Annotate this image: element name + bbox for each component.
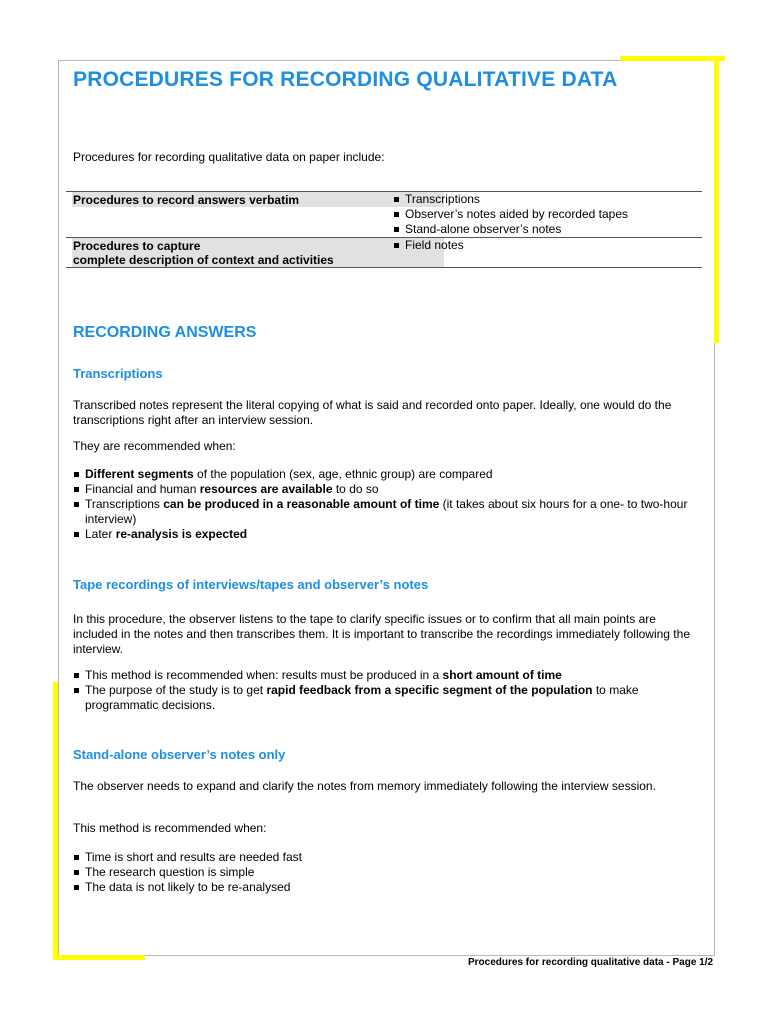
highlight-mark-bottom — [53, 955, 145, 960]
highlight-mark-top — [620, 56, 725, 61]
list-item: The research question is simple — [73, 865, 701, 880]
standalone-bullets — [73, 850, 701, 895]
standalone-recommended: This method is recommended when: — [73, 821, 267, 835]
list-item: Financial and human resources are available to do so — [73, 482, 701, 497]
table-row-1-items — [393, 192, 698, 237]
list-item: Transcriptions can be produced in a reasonable amount of time (it takes about six hours for a one- to two-hour interview) — [73, 497, 701, 527]
table-row-2-items — [393, 238, 698, 253]
table-row-2-label: Procedures to capture complete description of context and activities — [72, 238, 444, 267]
page-title: PROCEDURES FOR RECORDING QUALITATIVE DATA — [73, 68, 618, 91]
highlight-mark-right — [714, 56, 719, 343]
tapes-paragraph: In this procedure, the observer listens to the tape to clarify specific issues or to confirm that all main points are included in the notes and then transcribes them. It is important to transcribe the recordings immediately following the interview. — [73, 612, 690, 656]
subheading-standalone-notes: Stand-alone observer’s notes only — [73, 747, 286, 762]
list-item: Field notes — [393, 238, 698, 253]
subheading-transcriptions: Transcriptions — [73, 366, 163, 381]
transcriptions-bullets — [73, 467, 701, 542]
transcriptions-paragraph: Transcribed notes represent the literal copying of what is said and recorded onto paper. Ideally, one would do the transcriptions right after an interview session. — [73, 398, 672, 427]
transcriptions-recommended: They are recommended when: — [73, 439, 236, 453]
standalone-paragraph: The observer needs to expand and clarify the notes from memory immediately following the interview session. — [73, 779, 656, 793]
intro-text: Procedures for recording qualitative data on paper include: — [73, 150, 385, 164]
list-item: This method is recommended when: results must be produced in a short amount of time — [73, 668, 701, 683]
list-item: Different segments of the population (sex, age, ethnic group) are compared — [73, 467, 701, 482]
list-item: The purpose of the study is to get rapid feedback from a specific segment of the population to make programmatic decisions. — [73, 683, 701, 713]
list-item: Later re-analysis is expected — [73, 527, 701, 542]
list-item: The data is not likely to be re-analysed — [73, 880, 701, 895]
list-item: Time is short and results are needed fast — [73, 850, 701, 865]
list-item: Observer’s notes aided by recorded tapes — [393, 207, 698, 222]
table-row-1-label: Procedures to record answers verbatim — [72, 192, 444, 207]
list-item: Stand-alone observer’s notes — [393, 222, 698, 237]
subheading-tape-recordings: Tape recordings of interviews/tapes and observer’s notes — [73, 577, 429, 592]
table-rule — [66, 267, 702, 268]
page-footer: Procedures for recording qualitative data - Page 1/2 — [468, 957, 714, 968]
section-heading-recording-answers: RECORDING ANSWERS — [73, 324, 257, 341]
highlight-mark-left — [53, 682, 58, 960]
tapes-bullets — [73, 668, 701, 713]
list-item: Transcriptions — [393, 192, 698, 207]
